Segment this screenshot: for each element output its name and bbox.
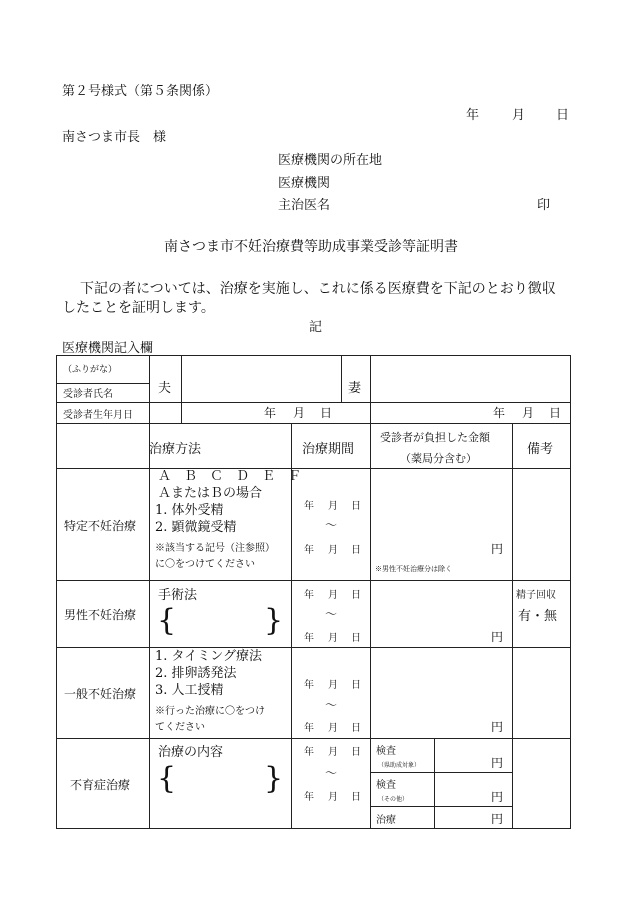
- doctor-label: 主治医名: [278, 198, 331, 213]
- infertility-treatment-yen: 円: [491, 812, 504, 826]
- wife-birth-day: 日: [549, 406, 562, 420]
- specific-ab-case: ＡまたはＢの場合: [158, 486, 263, 501]
- infertility-method-title: 治療の内容: [158, 745, 224, 760]
- specific-start-year: 年: [304, 501, 314, 512]
- male-method-title: 手術法: [158, 588, 198, 603]
- row-male-label: 男性不妊治療: [64, 608, 137, 622]
- husband-birth-year: 年: [264, 406, 277, 420]
- seal-mark: 印: [537, 198, 551, 213]
- furigana-label: （ふりがな）: [63, 365, 118, 375]
- male-tilde: 〜: [325, 607, 338, 621]
- male-end-day: 日: [351, 633, 361, 644]
- infertility-right-brace: }: [264, 761, 284, 796]
- general-end-day: 日: [351, 723, 361, 734]
- specific-icsi: 2. 顕微鏡受精: [155, 520, 237, 535]
- infertility-end-year: 年: [304, 792, 314, 803]
- form-number: 第２号様式（第５条関係）: [62, 84, 219, 99]
- male-start-month: 月: [328, 590, 338, 601]
- male-remark-yesno: 有・無: [518, 609, 558, 624]
- date-month-label: 月: [512, 108, 526, 123]
- infertility-left-brace: {: [157, 761, 177, 796]
- specific-end-year: 年: [304, 545, 314, 556]
- header-amount-line1: 受診者が負担した金額: [380, 431, 490, 444]
- general-insemination: 3. 人工授精: [155, 683, 224, 698]
- general-end-year: 年: [304, 723, 314, 734]
- specific-end-day: 日: [351, 545, 361, 556]
- general-end-month: 月: [328, 723, 338, 734]
- specific-start-day: 日: [351, 501, 361, 512]
- male-end-month: 月: [328, 633, 338, 644]
- patient-name-label: 受診者氏名: [63, 389, 113, 400]
- facility-label: 医療機関: [278, 176, 331, 191]
- infertility-exam2-label: 検査: [376, 780, 396, 791]
- infertility-treatment-label: 治療: [376, 815, 396, 826]
- general-ovulation: 2. 排卵誘発法: [155, 666, 237, 681]
- header-period: 治療期間: [302, 442, 355, 457]
- specific-note1: ※該当する記号（注参照）: [155, 543, 275, 554]
- ki-mark: 記: [309, 320, 323, 335]
- specific-yen: 円: [491, 542, 504, 556]
- male-start-year: 年: [304, 590, 314, 601]
- specific-symbols: Ａ Ｂ Ｃ Ｄ Ｅ Ｆ: [158, 469, 302, 484]
- general-start-day: 日: [351, 680, 361, 691]
- infertility-exam1-yen: 円: [491, 756, 504, 770]
- body-text-line1: 下記の者については、治療を実施し、これに係る医療費を下記のとおり徴収: [80, 281, 556, 297]
- male-right-brace: }: [264, 603, 284, 638]
- body-text-line2: したことを証明します。: [62, 300, 215, 316]
- facility-address-label: 医療機関の所在地: [278, 153, 383, 168]
- row-infertility-label: 不育症治療: [70, 778, 131, 792]
- male-remark-sperm: 精子回収: [516, 590, 556, 601]
- header-method: 治療方法: [149, 442, 202, 457]
- general-timing: 1. タイミング療法: [155, 649, 263, 664]
- general-note1: ※行った治療に〇をつけ: [155, 706, 265, 717]
- wife-birth-month: 月: [522, 406, 535, 420]
- infertility-start-day: 日: [351, 747, 361, 758]
- specific-tilde: 〜: [325, 518, 338, 532]
- general-yen: 円: [491, 720, 504, 734]
- infertility-exam1-sub: （県助成対象）: [378, 762, 421, 769]
- date-year-label: 年: [466, 108, 480, 123]
- specific-end-month: 月: [328, 545, 338, 556]
- date-day-label: 日: [556, 108, 570, 123]
- document-title: 南さつま市不妊治療費等助成事業受診等証明書: [164, 239, 458, 255]
- male-start-day: 日: [351, 590, 361, 601]
- infertility-exam2-sub: （その他）: [378, 796, 409, 803]
- wife-birth-year: 年: [493, 406, 506, 420]
- husband-birth-day: 日: [320, 406, 333, 420]
- infertility-start-year: 年: [304, 747, 314, 758]
- general-start-year: 年: [304, 680, 314, 691]
- specific-start-month: 月: [328, 501, 338, 512]
- infertility-start-month: 月: [328, 747, 338, 758]
- infertility-exam1-label: 検査: [376, 746, 396, 757]
- infertility-tilde: 〜: [325, 766, 338, 780]
- male-end-year: 年: [304, 633, 314, 644]
- infertility-exam2-yen: 円: [491, 790, 504, 804]
- general-tilde: 〜: [325, 698, 338, 712]
- row-general-label: 一般不妊治療: [64, 687, 137, 701]
- general-start-month: 月: [328, 680, 338, 691]
- husband-label: 夫: [158, 381, 172, 396]
- addressee: 南さつま市長 様: [62, 130, 167, 145]
- header-remarks: 備考: [527, 442, 554, 457]
- infertility-end-month: 月: [328, 792, 338, 803]
- infertility-end-day: 日: [351, 792, 361, 803]
- section-label: 医療機関記入欄: [62, 341, 154, 356]
- specific-amount-note: ※男性不妊治療分は除く: [375, 565, 452, 573]
- male-left-brace: {: [157, 603, 177, 638]
- husband-birth-month: 月: [293, 406, 306, 420]
- birthdate-label: 受診者生年月日: [63, 410, 133, 421]
- row-specific-label: 特定不妊治療: [64, 519, 137, 533]
- specific-note2: に〇をつけてください: [155, 559, 255, 570]
- male-yen: 円: [491, 630, 504, 644]
- header-amount-line2: （薬局分含む）: [400, 452, 477, 465]
- specific-ivf: 1. 体外受精: [155, 503, 224, 518]
- wife-label: 妻: [348, 381, 362, 396]
- general-note2: てください: [155, 722, 205, 733]
